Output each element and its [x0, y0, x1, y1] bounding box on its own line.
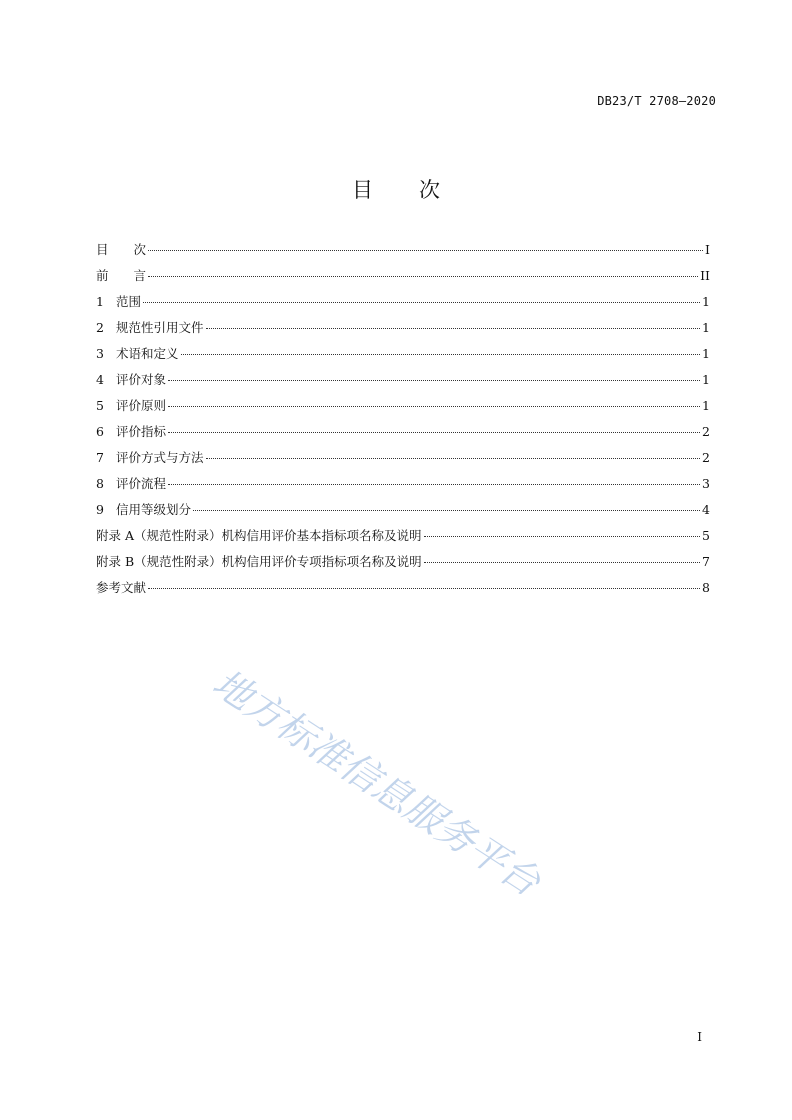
dot-leader	[206, 328, 701, 329]
toc-entry-label: 评价原则	[116, 398, 167, 413]
toc-entry-page: 5	[702, 528, 710, 543]
toc-entry-label: 评价对象	[116, 372, 167, 387]
toc-row[interactable]	[96, 552, 710, 578]
toc-row[interactable]	[96, 422, 710, 448]
toc-entry-number: 4	[96, 372, 104, 387]
dot-leader	[168, 380, 700, 381]
toc-entry-page: 1	[702, 320, 710, 335]
toc-entry-page: 2	[702, 424, 710, 439]
title-left: 目	[352, 178, 373, 202]
toc-entry-label: 范围	[116, 294, 142, 309]
toc-entry-label: 评价指标	[116, 424, 167, 439]
toc-entry-page: 8	[702, 580, 710, 595]
page-number: I	[697, 1030, 702, 1044]
toc-row[interactable]	[96, 500, 710, 526]
dot-leader	[148, 276, 698, 277]
page-title	[0, 174, 792, 204]
toc-entry-label: 目 次	[96, 242, 147, 257]
toc-entry-number: 6	[96, 424, 104, 439]
toc-row[interactable]	[96, 344, 710, 370]
toc-entry-page: I	[705, 242, 710, 257]
dot-leader	[168, 432, 700, 433]
toc-row[interactable]	[96, 240, 710, 266]
dot-leader	[168, 406, 700, 407]
toc-row[interactable]	[96, 318, 710, 344]
dot-leader	[424, 536, 701, 537]
toc-row[interactable]	[96, 526, 710, 552]
toc-entry-label: 参考文献	[96, 580, 147, 595]
toc-entry-page: 3	[702, 476, 710, 491]
toc-entry-page: 1	[702, 346, 710, 361]
toc-entry-label: 规范性引用文件	[116, 320, 204, 335]
toc-entry-page: II	[700, 268, 710, 283]
dot-leader	[148, 588, 700, 589]
toc-row[interactable]	[96, 474, 710, 500]
dot-leader	[206, 458, 701, 459]
watermark-text: 地方标准信息服务平台	[205, 660, 548, 905]
toc-entry-number: 7	[96, 450, 104, 465]
dot-leader	[148, 250, 703, 251]
toc-entry-page: 7	[702, 554, 710, 569]
toc-entry-page: 1	[702, 398, 710, 413]
toc-entry-label: 附录 B（规范性附录）机构信用评价专项指标项名称及说明	[96, 554, 422, 569]
toc-entry-page: 2	[702, 450, 710, 465]
dot-leader	[181, 354, 701, 355]
dot-leader	[193, 510, 700, 511]
dot-leader	[143, 302, 700, 303]
toc-row[interactable]	[96, 448, 710, 474]
toc-entry-number: 2	[96, 320, 104, 335]
toc-row[interactable]	[96, 370, 710, 396]
standard-code: DB23/T 2708—2020	[597, 94, 716, 108]
dot-leader	[424, 562, 700, 563]
table-of-contents	[96, 240, 710, 604]
toc-entry-label: 信用等级划分	[116, 502, 192, 517]
toc-row[interactable]	[96, 292, 710, 318]
toc-entry-page: 4	[702, 502, 710, 517]
toc-entry-label: 评价方式与方法	[116, 450, 204, 465]
toc-entry-number: 8	[96, 476, 104, 491]
toc-entry-number: 5	[96, 398, 104, 413]
toc-row[interactable]	[96, 266, 710, 292]
toc-entry-label: 附录 A（规范性附录）机构信用评价基本指标项名称及说明	[96, 528, 422, 543]
toc-entry-number: 9	[96, 502, 104, 517]
toc-row[interactable]	[96, 578, 710, 604]
title-right: 次	[419, 178, 440, 202]
toc-entry-label: 术语和定义	[116, 346, 179, 361]
toc-entry-label: 评价流程	[116, 476, 167, 491]
toc-entry-number: 1	[96, 294, 104, 309]
toc-entry-page: 1	[702, 294, 710, 309]
toc-entry-label: 前 言	[96, 268, 147, 283]
toc-row[interactable]	[96, 396, 710, 422]
dot-leader	[168, 484, 700, 485]
toc-entry-number: 3	[96, 346, 104, 361]
toc-entry-page: 1	[702, 372, 710, 387]
watermark	[200, 650, 690, 950]
